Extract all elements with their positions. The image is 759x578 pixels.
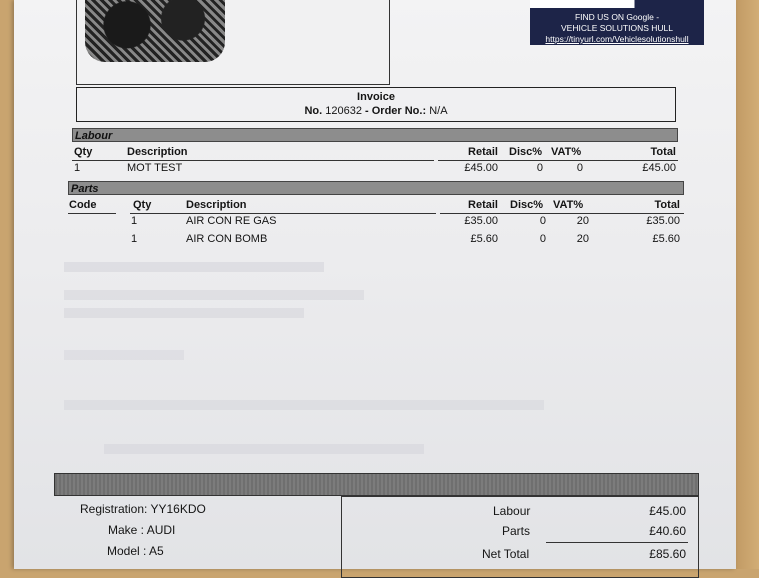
vehicle-section-bar (54, 473, 699, 496)
parts-row-1-qty: 1 (131, 215, 138, 227)
labour-row-total: £45.00 (642, 162, 676, 174)
ad-line-1: FIND US ON Google - (574, 12, 660, 22)
order-no-label: - Order No.: (361, 105, 430, 117)
labour-header-disc: Disc% (509, 146, 543, 158)
invoice-title: Invoice (357, 91, 395, 103)
labour-header-description: Description (127, 146, 188, 158)
parts-header-qty: Qty (133, 199, 152, 211)
labour-row-description: MOT TEST (127, 162, 183, 174)
registration-line (80, 502, 206, 516)
parts-header-underline (130, 213, 436, 214)
parts-row-2-total: £5.60 (652, 233, 680, 245)
show-through-text (64, 262, 324, 272)
parts-code-underline (68, 213, 116, 214)
net-total-rule (546, 542, 688, 543)
model-value: A5 (149, 544, 164, 558)
parts-row-1-retail: £35.00 (464, 215, 498, 227)
parts-section-bar (68, 181, 684, 195)
ad-logo-strip (530, 0, 704, 8)
net-total-label: Net Total (482, 547, 530, 561)
parts-header-underline-right (440, 213, 684, 214)
parts-total-label: Parts (502, 524, 531, 538)
make-value: AUDI (146, 523, 176, 537)
labour-header-underline-right (438, 160, 678, 161)
invoice-numbers (77, 105, 675, 117)
labour-total-label: Labour (493, 504, 531, 518)
labour-section-bar (72, 128, 678, 142)
labour-section-title: Labour (75, 130, 113, 142)
parts-row-1-total: £35.00 (646, 215, 680, 227)
show-through-text (64, 290, 364, 300)
registration-value: YY16KDO (150, 502, 206, 516)
parts-header-total: Total (654, 199, 680, 211)
invoice-header-box (76, 87, 676, 122)
parts-header-vat: VAT% (553, 199, 584, 211)
qr-code-box (76, 0, 390, 85)
make-line (108, 523, 175, 537)
parts-header-code: Code (69, 199, 97, 211)
redacted-qr-code (85, 0, 225, 62)
labour-row-disc: 0 (536, 162, 543, 174)
labour-row-qty: 1 (74, 162, 81, 174)
ad-line-2: VEHICLE SOLUTIONS HULL (561, 23, 673, 33)
parts-row-1-disc: 0 (539, 215, 546, 227)
make-label: Make : (108, 523, 145, 537)
parts-section-title: Parts (71, 183, 99, 195)
parts-row-2-qty: 1 (131, 233, 138, 245)
parts-row-1-description: AIR CON RE GAS (186, 215, 277, 227)
labour-row-vat: 0 (576, 162, 583, 174)
parts-row-2-description: AIR CON BOMB (186, 233, 268, 245)
ad-link[interactable]: https://tinyurl.com/Vehiclesolutionshull (545, 34, 689, 44)
net-total-value: £85.60 (649, 547, 686, 561)
registration-label: Registration: (80, 502, 148, 516)
google-ad-banner (530, 0, 704, 45)
labour-header-vat: VAT% (551, 146, 582, 158)
labour-header-qty: Qty (74, 146, 93, 158)
parts-header-retail: Retail (468, 199, 498, 211)
parts-row-1-vat: 20 (576, 215, 589, 227)
invoice-no-label: No. (304, 105, 326, 117)
parts-row-2-retail: £5.60 (470, 233, 498, 245)
order-no-value: N/A (429, 105, 448, 117)
parts-header-disc: Disc% (510, 199, 544, 211)
model-line (107, 544, 164, 558)
invoice-paper (14, 0, 736, 569)
labour-header-retail: Retail (468, 146, 498, 158)
parts-row-2-disc: 0 (539, 233, 546, 245)
show-through-text (64, 308, 304, 318)
parts-row-2-vat: 20 (576, 233, 589, 245)
parts-header-description: Description (186, 199, 247, 211)
invoice-no-value: 120632 (325, 105, 362, 117)
labour-header-underline (72, 160, 434, 161)
show-through-text (104, 444, 424, 454)
labour-total-value: £45.00 (649, 504, 686, 518)
show-through-text (64, 350, 184, 360)
labour-header-total: Total (650, 146, 676, 158)
model-label: Model : (107, 544, 147, 558)
parts-total-value: £40.60 (649, 524, 686, 538)
labour-row-retail: £45.00 (464, 162, 498, 174)
show-through-text (64, 400, 544, 410)
